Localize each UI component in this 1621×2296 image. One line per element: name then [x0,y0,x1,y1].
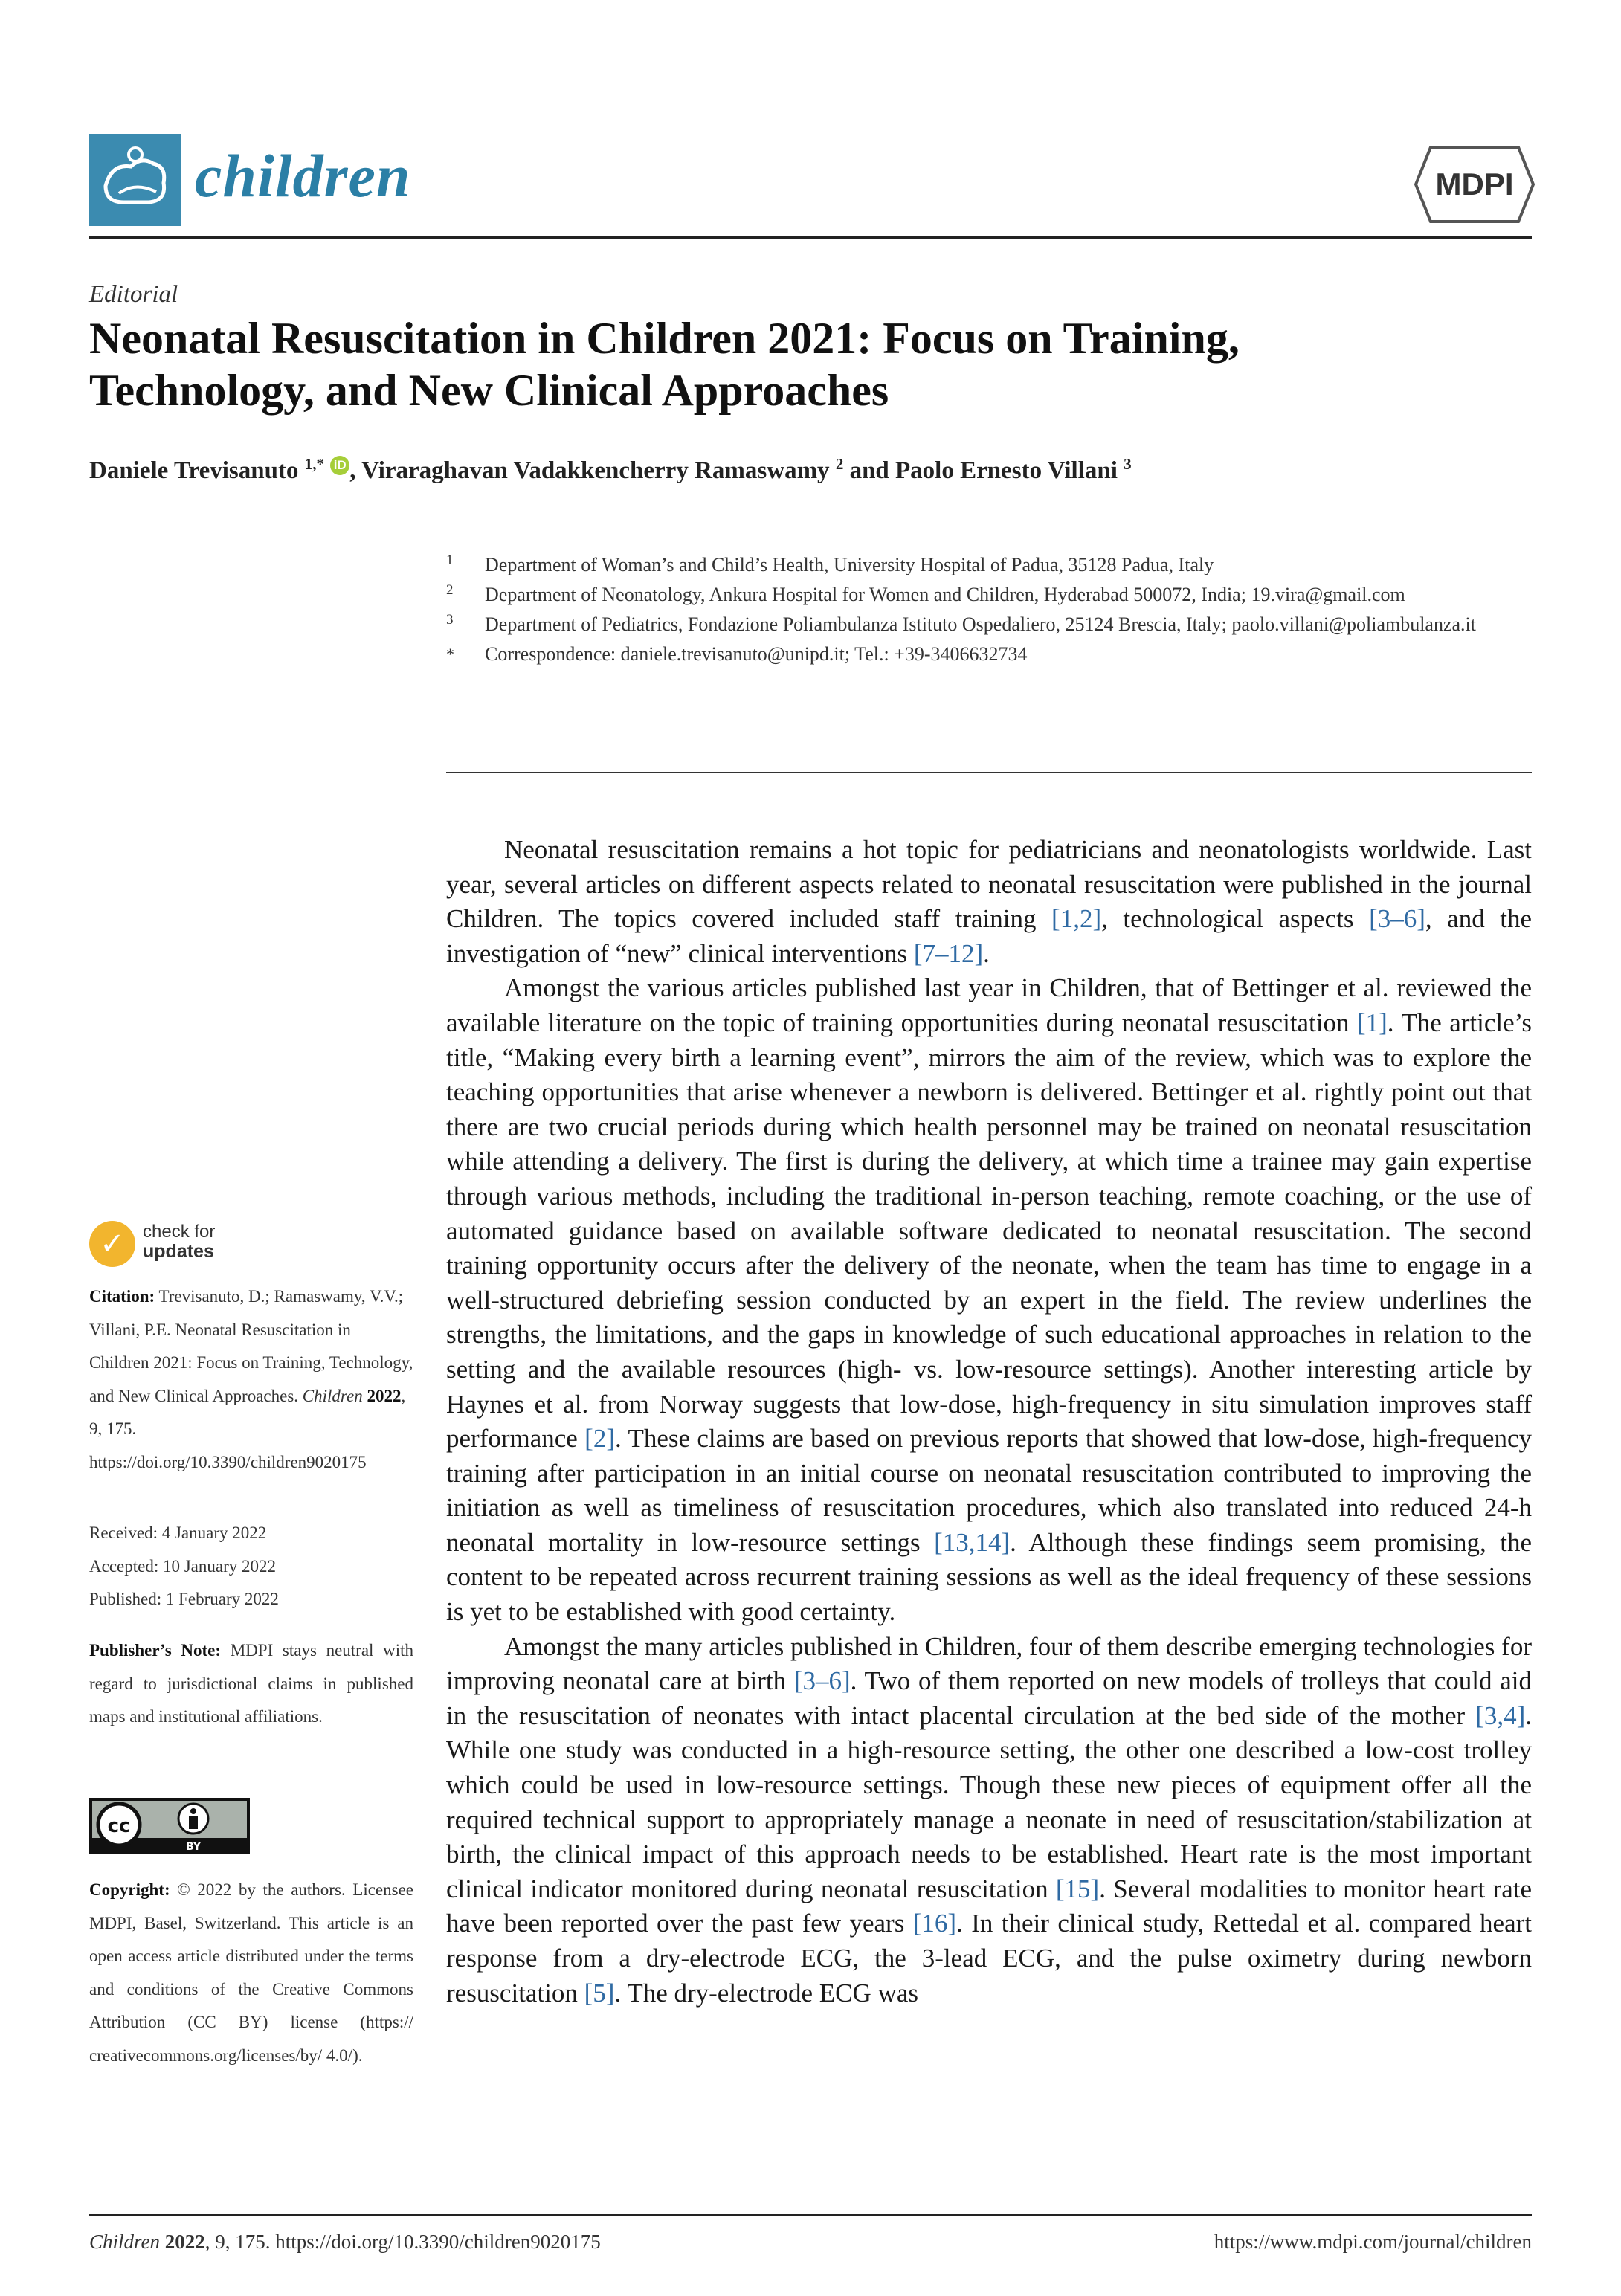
body-text: . In their clinical study, Rettedal et al. compared heart response from a dry-electrode ECG, the 3-lead ECG, and the pulse oximetry during newborn resuscitation [446,1909,1532,2008]
citation-link[interactable]: [3,4] [1475,1700,1526,1730]
citation-year: 2022 [362,1386,402,1405]
citation-link[interactable]: [3–6] [1369,904,1425,934]
orcid-icon[interactable]: iD [330,456,349,475]
citation-text: Trevisanuto, D.; Ramaswamy, V.V.; Villani, P.E. Neonatal Resuscitation in Children 2021: Focus on Training, Technology, and New Clinical Approaches. [89,1287,413,1405]
published-date: Published: 1 February 2022 [89,1590,279,1608]
received-date: Received: 4 January 2022 [89,1523,267,1542]
affiliation-2 [446,580,1532,610]
citation-link[interactable]: [7–12] [913,938,984,968]
accepted-date: Accepted: 10 January 2022 [89,1556,277,1576]
check-updates-label [143,1222,215,1262]
mdpi-logo[interactable] [1414,146,1535,223]
body-text: . These claims are based on previous reports that showed that low-dose, high-frequency training after participation in an initial course on neonatal resuscitation contributed to improving the initiation as well as timeliness of resuscitation procedures, which also translated into reduced 24-h neonatal mortality in low-resource settings [446,1424,1532,1557]
affiliation-divider [446,772,1532,773]
correspondence [446,639,1532,669]
correspondence-marker: * [446,645,454,663]
affiliation-text: Department of Woman’s and Child’s Health, University Hospital of Padua, 35128 Padua, Italy [485,554,1214,575]
citation-link[interactable]: [2] [584,1424,615,1454]
footer-year: 2022 [160,2231,205,2253]
paragraph-3 [446,1630,1532,2011]
affiliation-marker: 1 [446,552,454,568]
citation-block [89,1280,413,1479]
body-text: . Several modalities to monitor heart rate have been reported over the past few years [446,1874,1532,1938]
footer-doi[interactable]: , 9, 175. https://doi.org/10.3390/children9020175 [204,2231,601,2253]
footer-citation [89,2231,601,2254]
body-text: , and the investigation of “new” clinical interventions [446,904,1532,968]
citation-journal: Children [302,1386,363,1405]
title-line-1: Neonatal Resuscitation in Children 2021: Focus on Training, [89,314,1240,363]
author-list [89,455,1502,485]
article-body [446,833,1532,2010]
citation-doi[interactable]: , 9, 175. https://doi.org/10.3390/children9020175 [89,1386,406,1471]
author-1-affil: 1,* [304,455,324,473]
children-logo-icon [89,134,181,226]
citation-link[interactable]: [1] [1356,1007,1388,1037]
article-type: Editorial [89,281,178,308]
footer-journal-url[interactable]: https://www.mdpi.com/journal/children [1214,2231,1532,2253]
citation-link[interactable]: [5] [584,1978,615,2008]
body-text: , technological aspects [1101,904,1370,934]
citation-link[interactable]: [15] [1055,1874,1100,1903]
publisher-note [89,1634,413,1734]
citation-link[interactable]: [16] [912,1909,957,1938]
check-line-2: updates [143,1241,214,1262]
article-dates [89,1517,413,1616]
body-text: . Although these findings seem promising, the content to be repeated across recurrent training sessions as well as the ideal frequency of these sessions is yet to be established with good certainty. [446,1527,1532,1627]
correspondence-text[interactable]: Correspondence: daniele.trevisanuto@unipd.it; Tel.: +39-3406632734 [485,643,1028,665]
mdpi-logo-text: MDPI [1435,167,1514,201]
body-text: . Two of them reported on new models of trolleys that could aid in the resuscitation of neonates with intact placental circulation at the bed side of the mother [446,1666,1532,1730]
header-divider [89,236,1532,239]
affiliation-text: Department of Pediatrics, Fondazione Poliambulanza Istituto Ospedaliero, 25124 Brescia, Italy; paolo.villani@poliambulanza.it [485,613,1476,635]
checkmark-icon: ✓ [100,1227,125,1261]
journal-logo [89,134,181,226]
cc-icon-text: cc [107,1815,131,1837]
affiliation-1 [446,550,1532,580]
body-text: . The article’s title, “Making every birth a learning event”, mirrors the aim of the review, which was to explore the teaching opportunities that arise whenever a newborn is delivered. Bettinger et al. rightly point out that there are two crucial periods during which health personnel may be trained on neonatal resuscitation while attending a delivery. The first is during the delivery, at which time a trainee may gain expertise through various methods, including the traditional in-person teaching, remote coaching, or the use of automated guidance based on available software dedicated to neonatal resuscitation. The second training opportunity occurs after the delivery of the neonate, when the team has time to engage in a well-structured debriefing session conducted by an expert in the field. The review underlines the strengths, the limitations, and the gaps in knowledge of such educational approaches in relation to the setting and the available resources (high- vs. low-resource settings). Another interesting article by Haynes et al. from Norway suggests that low-dose, high-frequency in situ simulation improves staff performance [446,1007,1533,1454]
affiliation-3 [446,610,1532,639]
affiliation-marker: 3 [446,612,454,628]
body-text: . The dry-electrode ECG was [614,1978,918,2008]
author-2[interactable]: , Viraraghavan Vadakkencherry Ramaswamy [349,457,830,484]
mdpi-hexagon-icon [1414,146,1535,223]
body-text: . [983,938,990,968]
author-3-affil: 3 [1124,455,1132,473]
affiliation-text: Department of Neonatology, Ankura Hospital for Women and Children, Hyderabad 500072, India; 19.vira@gmail.com [485,584,1405,605]
citation-link[interactable]: [3–6] [793,1666,851,1696]
affiliations [446,550,1532,669]
author-1[interactable]: Daniele Trevisanuto [89,457,299,484]
check-for-updates-badge[interactable] [89,1219,253,1276]
journal-name: children [195,142,411,210]
body-text: . While one study was conducted in a high-resource setting, the other one described a low-cost trolley which could be used in low-resource settings. Though these new pieces of equipment offer all the required technical support to appropriately manage a neonate in need of resuscitation/stabilization at birth, the clinical impact of this approach needs to be established. Heart rate is the most important clinical indicator monitored during neonatal resuscitation [446,1700,1532,1903]
footer-divider [89,2214,1532,2216]
citation-link[interactable]: [1,2] [1051,904,1102,934]
citation-link[interactable]: [13,14] [934,1527,1011,1557]
affiliation-marker: 2 [446,582,454,598]
copyright-block [89,1874,413,2072]
body-text: Amongst the various articles published last year in Children, that of Bettinger et al. reviewed the available literature on the topic of training opportunities during neonatal resuscitation [446,973,1532,1037]
paragraph-1 [446,833,1532,971]
publisher-note-label: Publisher’s Note: [89,1641,222,1660]
publisher-note-text: MDPI stays neutral with regard to jurisdictional claims in published maps and institutional affiliations. [89,1641,413,1726]
copyright-label: Copyright: [89,1880,170,1899]
article-title [89,312,1502,416]
cc-by-icon [89,1798,250,1854]
body-text: Amongst the many articles published in Children, four of them describe emerging technologies for improving neonatal care at birth [446,1631,1532,1696]
check-line-1: check for [143,1222,216,1242]
by-icon-text: BY [185,1841,202,1853]
title-line-2: Technology, and New Clinical Approaches [89,366,889,415]
citation-label: Citation: [89,1287,155,1306]
cc-by-license-badge[interactable] [89,1798,250,1854]
copyright-text: © 2022 by the authors. Licensee MDPI, Basel, Switzerland. This article is an open access article distributed under the terms and conditions of the Creative Commons Attribution (CC BY) license (https:// creativecommons.org/licenses/by/ 4.0/). [89,1880,413,2065]
body-text: Neonatal resuscitation remains a hot topic for pediatricians and neonatologists worldwide. Last year, several articles on different aspects related to neonatal resuscitation were published in the journal Children. The topics covered included staff training [446,835,1532,934]
author-3[interactable]: and Paolo Ernesto Villani [843,457,1118,484]
author-2-affil: 2 [835,455,844,473]
footer-journal: Children [89,2231,161,2253]
paragraph-2 [446,971,1532,1629]
